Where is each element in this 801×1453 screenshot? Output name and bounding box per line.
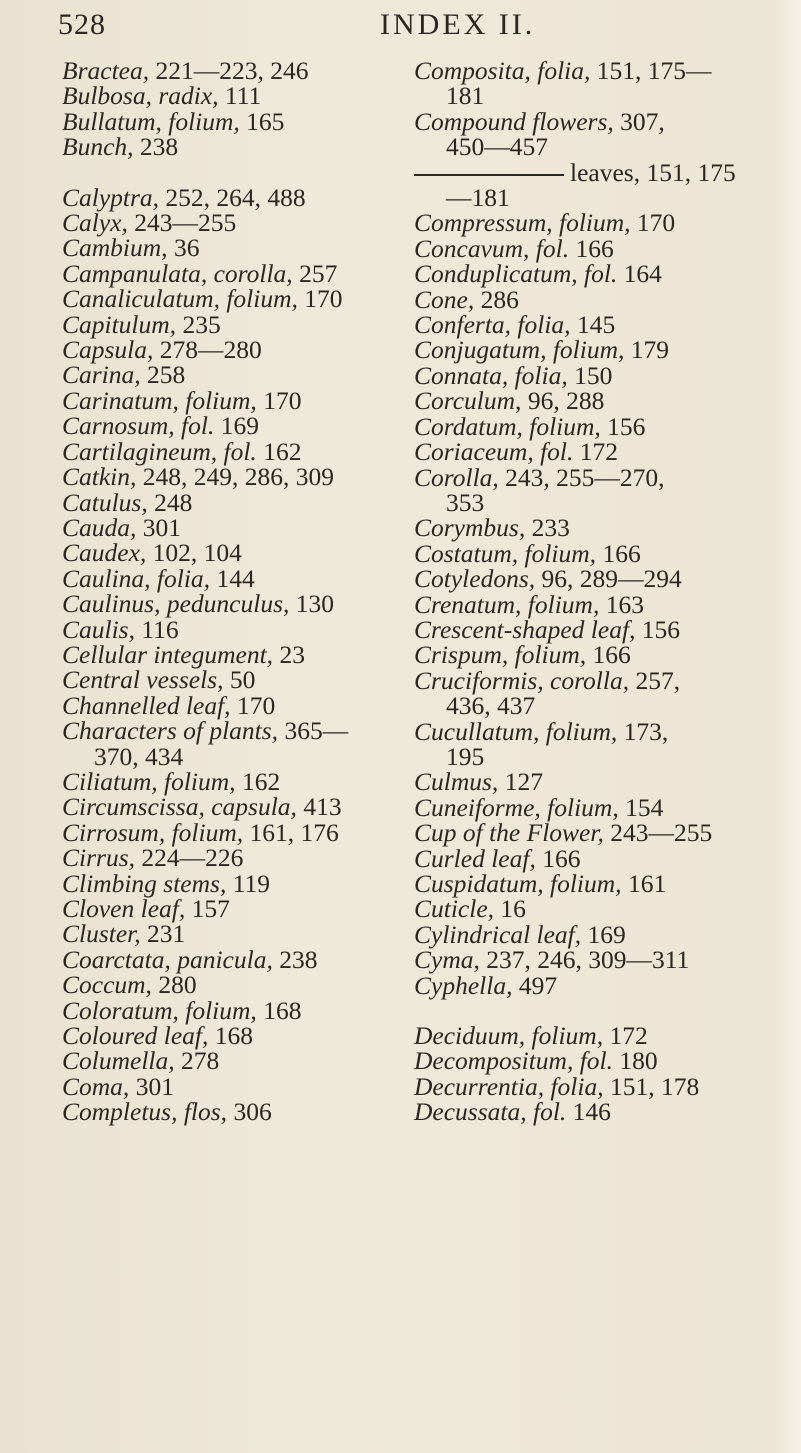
entry-term: Channelled leaf, [62,690,231,720]
entry-pages: 146 [572,1097,611,1127]
entry-pages: 166 [602,538,641,568]
entry-pages: 243—255 [134,208,237,238]
entry-term: Coriaceum, fol. [414,437,574,467]
running-head: INDEX II. [380,8,536,41]
entry-pages: 231 [147,919,186,949]
entry-pages: 286 [480,284,519,314]
entry-pages: 130 [295,589,334,619]
entry-pages: 221—223, 246 [155,56,309,85]
index-entry [62,462,402,492]
index-entry [62,741,402,771]
entry-term: Corymbus, [414,513,526,543]
entry-term: Cuspidatum, folium, [414,869,622,898]
index-entry [62,309,402,339]
index-entry [62,944,402,974]
index-entry [62,538,402,568]
index-entry [414,665,784,695]
entry-pages-continued: 195 [446,741,485,771]
index-entry [62,792,402,822]
index-entry [62,589,402,619]
entry-term: Coloured leaf, [62,1021,209,1051]
entry-term: Crenatum, folium, [414,589,600,619]
entry-term: Corolla, [414,462,499,492]
entry-pages: 307, [620,106,665,136]
entry-pages: 166 [592,640,631,670]
index-entry [62,1021,402,1051]
entry-term: Composita, folia, [414,56,591,85]
index-entry [414,970,784,1000]
index-entry [414,157,784,187]
entry-term: Concavum, fol. [414,233,570,263]
entry-term: Cuticle, [414,894,495,924]
entry-pages: 166 [575,233,614,263]
entry-pages: 172 [609,1021,648,1051]
entry-term: Cirrus, [62,843,135,873]
entry-pages: 164 [623,259,662,289]
entry-pages-continued: 436, 437 [446,691,536,721]
index-entry [414,411,784,441]
index-entry [62,919,402,949]
entry-pages: 157 [191,894,230,923]
index-entry [414,741,784,771]
index-entry [414,310,784,340]
entry-term: Conjugatum, folium, [414,335,625,365]
entry-term: Decompositum, fol. [414,1046,614,1076]
entry-term: Circumscissa, capsula, [62,792,297,822]
entry-pages: 16 [500,894,526,924]
entry-pages: 50 [229,665,256,695]
index-entry [414,81,784,111]
index-entry [62,512,402,542]
index-entry [414,487,784,517]
index-entry [62,665,402,695]
index-entry [62,690,402,720]
index-entry [62,487,402,517]
index-entry [414,640,784,670]
index-entry [414,614,784,644]
index-entry [62,360,402,390]
entry-pages: 170 [263,385,302,415]
entry-term: Curled leaf, [414,843,536,873]
entry-term: Cruciformis, corolla, [414,665,630,695]
entry-term: Corculum, [414,386,522,416]
entry-pages: 166 [542,843,581,873]
entry-term: Cellular integument, [62,639,274,669]
entry-pages: 243—255 [610,818,713,848]
entry-pages: 235 [182,309,221,339]
index-entry [62,1071,402,1101]
entry-term: Cone, [414,284,475,314]
entry-term: Campanulata, corolla, [62,258,293,288]
index-entry [414,589,784,619]
entry-term: Carinatum, folium, [62,385,257,415]
entry-term: Characters of plants, [62,716,279,746]
entry-pages: 127 [504,767,543,797]
index-entry [414,462,784,492]
entry-term: Caulina, folia, [62,563,211,593]
index-entry [414,437,784,467]
index-entry [414,284,784,314]
index-column-right [414,58,784,1125]
entry-pages: 233 [531,513,570,543]
entry-term: Crescent-shaped leaf, [414,614,636,644]
index-entry [414,1097,784,1127]
entry-pages: 248, 249, 286, 309 [142,462,334,492]
index-entry [62,436,402,466]
entry-term: Compound flowers, [414,106,614,136]
entry-term: Central vessels, [62,665,224,695]
entry-pages: 96, 289—294 [541,564,682,594]
index-entry [414,1046,784,1076]
index-entry [62,766,402,796]
index-entry [414,106,784,136]
entry-pages: 170 [236,690,276,720]
entry-pages: 278—280 [159,335,262,365]
index-entry [62,81,402,111]
entry-pages: 154 [625,792,664,822]
entry-pages-continued: 450—457 [446,132,548,162]
index-entry [414,360,784,390]
entry-pages: 224—226 [141,843,244,873]
entry-pages: 170 [304,284,343,314]
entry-term: Canaliculatum, folium, [62,284,298,314]
entry-pages: 23 [279,639,305,669]
entry-term: Connata, folia, [414,360,568,390]
entry-pages: 162 [241,766,281,796]
entry-pages: 161, 176 [249,817,339,847]
entry-term: Crispum, folium, [414,640,587,670]
entry-pages: 257 [299,258,338,288]
index-entry [414,919,784,949]
entry-pages: 278 [181,1046,220,1076]
index-entry [414,564,784,594]
entry-pages: 257, [635,665,681,695]
entry-term: Columella, [62,1046,175,1076]
index-entry [414,945,784,975]
entry-pages: 169 [587,919,626,949]
index-entry [414,792,784,822]
entry-pages: 145 [576,310,616,340]
entry-term: Catkin, [62,462,137,492]
entry-pages: 151, 178 [609,1071,700,1101]
entry-pages: 238 [279,944,318,974]
entry-pages: 180 [619,1046,658,1076]
entry-pages: 111 [224,81,262,111]
entry-pages: 169 [220,411,259,441]
index-entry [62,258,402,288]
entry-term: Cyphella, [414,970,513,1000]
entry-pages: 170 [636,208,676,238]
index-entry [62,335,402,365]
index-entry [62,233,402,263]
page-number: 528 [58,8,106,41]
entry-term: Caulinus, pedunculus, [62,589,290,619]
index-entry [414,1071,784,1101]
entry-pages: 151, 175— [596,56,712,85]
index-entry [62,106,402,136]
index-entry [62,284,402,314]
entry-pages: 252, 264, 488 [165,182,306,212]
entry-term: Cloven leaf, [62,894,186,923]
entry-term: Calyptra, [62,182,160,212]
index-entry [414,538,784,568]
entry-pages: 162 [263,436,302,466]
entry-term: Cyma, [414,945,480,975]
entry-term: Cluster, [62,919,141,949]
entry-pages: 172 [579,437,618,467]
index-entry [414,132,784,162]
entry-pages-continued: —181 [446,183,510,213]
index-entry [414,871,784,896]
entry-term: Decussata, fol. [414,1097,567,1127]
entry-term: Bulbosa, radix, [62,81,219,111]
index-entry [62,843,402,873]
index-entry [414,259,784,289]
ditto-dash [414,174,564,176]
index-entry [414,335,784,365]
index-entry [62,1046,402,1076]
entry-term: Conduplicatum, fol. [414,259,618,289]
entry-pages: 150 [574,360,613,390]
entry-term: Deciduum, folium, [414,1021,604,1051]
entry-pages-continued: 370, 434 [94,741,184,771]
index-entry [62,385,402,415]
entry-pages: 237, 246, 309—311 [486,945,690,975]
entry-term: Decurrentia, folia, [414,1071,604,1101]
entry-term: Capitulum, [62,309,177,339]
index-entry [414,894,784,924]
entry-term: Carina, [62,360,141,390]
entry-term: Carnosum, fol. [62,411,215,441]
index-entry [62,132,402,162]
entry-term: Cucullatum, folium, [414,716,618,746]
entry-term: Cauda, [62,512,137,542]
entry-term: Coma, [62,1071,130,1101]
entry-pages: 36 [173,233,200,263]
entry-term: Conferta, folia, [414,310,571,340]
entry-pages: 156 [641,614,681,644]
index-entry [414,843,784,873]
index-entry [62,716,402,746]
entry-term: Compressum, folium, [414,208,631,238]
entry-term: Bullatum, folium, [62,106,240,136]
entry-term: Culmus, [414,767,499,797]
index-entry [62,868,402,898]
index-entry [62,970,402,1000]
index-entry [62,182,402,212]
index-entry [414,513,784,543]
entry-pages: 258 [147,360,186,390]
entry-term: Ciliatum, folium, [62,766,236,796]
entry-pages: 413 [303,792,342,822]
index-entry [414,58,784,83]
index-entry [62,563,402,593]
index-entry [62,639,402,669]
entry-term: Capsula, [62,335,154,365]
entry-term: Caudex, [62,538,147,568]
entry-pages: 301 [135,1071,174,1101]
entry-term: Completus, flos, [62,1097,228,1127]
entry-pages: 168 [214,1021,254,1051]
entry-pages: 365— [284,716,349,746]
entry-term: Cylindrical leaf, [414,919,582,949]
entry-term: Cirrosum, folium, [62,817,244,847]
index-entry [62,1097,402,1127]
entry-term: Cotyledons, [414,564,536,594]
entry-term: Cup of the Flower, [414,818,604,848]
entry-term: Cambium, [62,233,168,263]
entry-pages: 161 [627,869,667,898]
entry-term: Coloratum, folium, [62,995,257,1025]
entry-term: leaves, [570,157,641,187]
entry-pages: 168 [263,995,302,1025]
entry-pages: 243, 255—270, [505,462,665,492]
entry-term: Cartilagineum, fol. [62,436,257,466]
entry-term: Climbing stems, [62,868,227,898]
index-entry [414,183,784,213]
entry-pages: 119 [232,868,271,898]
entry-pages: 163 [605,589,644,619]
index-entry [62,896,402,921]
entry-term: Coccum, [62,970,152,1000]
page-header [58,8,761,48]
entry-pages: 102, 104 [152,538,242,568]
entry-pages: 151, 175 [646,157,736,187]
entry-term: Bractea, [62,56,150,85]
index-entry [414,767,784,797]
entry-pages: 280 [158,970,197,1000]
entry-pages: 116 [141,614,179,644]
entry-term: Coarctata, panicula, [62,944,273,974]
entry-term: Catulus, [62,487,148,517]
index-entry [414,716,784,746]
index-entry [62,208,402,238]
index-column-left [62,58,402,1125]
entry-term: Costatum, folium, [414,538,597,568]
entry-term: Cuneiforme, folium, [414,792,619,822]
entry-pages: 165 [246,106,285,136]
entry-pages: 497 [518,970,558,1000]
entry-pages: 179 [630,335,670,365]
index-entry [414,691,784,721]
entry-pages: 144 [216,563,255,593]
index-entry [62,58,402,83]
entry-pages: 238 [139,132,179,162]
index-entry [62,995,402,1025]
index-entry [414,208,784,238]
entry-pages: 173, [623,716,669,746]
entry-pages-continued: 181 [446,81,485,111]
entry-term: Cordatum, folium, [414,411,601,441]
index-entry [414,386,784,416]
entry-pages: 96, 288 [527,386,605,416]
index-entry [62,817,402,847]
index-entry [62,614,402,644]
entry-term: Caulis, [62,614,135,644]
index-entry [414,818,784,848]
index-entry [62,411,402,441]
entry-pages: 156 [607,411,646,441]
entry-pages: 301 [142,512,182,542]
section-gap [62,160,402,185]
entry-pages: 306 [233,1097,272,1127]
entry-term: Bunch, [62,132,134,162]
section-gap [414,998,784,1023]
entry-term: Calyx, [62,208,128,238]
entry-pages: 248 [154,487,193,517]
index-entry [414,1021,784,1051]
index-entry [414,233,784,263]
entry-pages-continued: 353 [446,487,485,517]
